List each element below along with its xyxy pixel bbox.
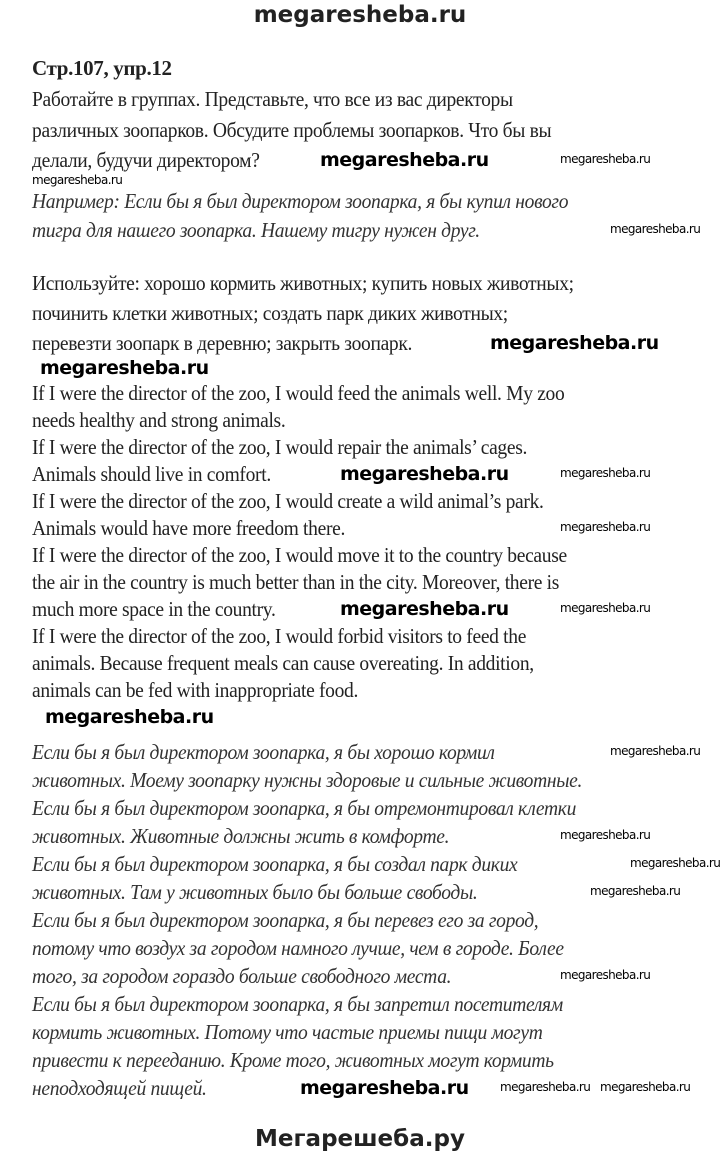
watermark: megaresheba.ru — [500, 1080, 591, 1094]
russian-answer-line: животных. Моему зоопарку нужны здоровые и сильные животные. — [32, 768, 583, 792]
watermark: megaresheba.ru — [560, 828, 651, 842]
english-answer-line: the air in the country is much better than in the city. Moreover, there is — [32, 570, 560, 594]
watermark: megaresheba.ru — [45, 706, 214, 728]
example-line: тигра для нашего зоопарка. Нашему тигру нужен друг. — [32, 218, 480, 242]
watermark: megaresheba.ru — [560, 152, 651, 166]
task-line: различных зоопарков. Обсудите проблемы зоопарков. Что бы вы — [32, 118, 552, 142]
watermark: megaresheba.ru — [340, 598, 509, 620]
watermark: megaresheba.ru — [320, 149, 489, 171]
use-line: перевезти зоопарк в деревню; закрыть зоопарк. — [32, 331, 413, 355]
watermark: megaresheba.ru — [40, 357, 209, 379]
task-line: Работайте в группах. Представьте, что все из вас директоры — [32, 87, 513, 111]
watermark: megaresheba.ru — [560, 520, 651, 534]
russian-answer-line: Если бы я был директором зоопарка, я бы запретил посетителям — [32, 992, 563, 1016]
watermark: megaresheba.ru — [340, 463, 509, 485]
english-answer-line: If I were the director of the zoo, I would forbid visitors to feed the — [32, 624, 527, 648]
russian-answer-line: Если бы я был директором зоопарка, я бы перевез его за город, — [32, 908, 539, 932]
english-answer-line: much more space in the country. — [32, 597, 276, 621]
watermark: megaresheba.ru — [630, 856, 720, 870]
watermark: megaresheba.ru — [610, 222, 701, 236]
task-line: делали, будучи директором? — [32, 148, 260, 172]
russian-answer-line: того, за городом гораздо больше свободного места. — [32, 964, 452, 988]
english-answer-line: animals. Because frequent meals can cause overeating. In addition, — [32, 651, 534, 675]
english-answer-line: If I were the director of the zoo, I would feed the animals well. My zoo — [32, 381, 565, 405]
watermark: megaresheba.ru — [32, 173, 123, 187]
use-line: Используйте: хорошо кормить животных; купить новых животных; — [32, 271, 574, 295]
use-line: починить клетки животных; создать парк диких животных; — [32, 301, 508, 325]
english-answer-line: animals can be fed with inappropriate food. — [32, 678, 359, 702]
site-footer: Мегарешеба.ру — [255, 1126, 465, 1152]
english-answer-line: If I were the director of the zoo, I would move it to the country because — [32, 543, 567, 567]
russian-answer-line: Если бы я был директором зоопарка, я бы отремонтировал клетки — [32, 796, 577, 820]
watermark: megaresheba.ru — [560, 968, 651, 982]
russian-answer-line: животных. Животные должны жить в комфорте. — [32, 824, 450, 848]
russian-answer-line: потому что воздух за городом намного лучше, чем в городе. Более — [32, 936, 564, 960]
watermark: megaresheba.ru — [590, 884, 681, 898]
watermark: megaresheba.ru — [600, 1080, 691, 1094]
russian-answer-line: кормить животных. Потому что частые приемы пищи могут — [32, 1020, 543, 1044]
example-line: Например: Если бы я был директором зоопарка, я бы купил нового — [32, 189, 569, 213]
russian-answer-line: неподходящей пищей. — [32, 1076, 207, 1100]
russian-answer-line: животных. Там у животных было бы больше свободы. — [32, 880, 478, 904]
watermark: megaresheba.ru — [490, 332, 659, 354]
english-answer-line: If I were the director of the zoo, I would create a wild animal’s park. — [32, 489, 544, 513]
exercise-title: Стр.107, упр.12 — [32, 56, 172, 80]
russian-answer-line: Если бы я был директором зоопарка, я бы хорошо кормил — [32, 740, 495, 764]
english-answer-line: Animals would have more freedom there. — [32, 516, 346, 540]
english-answer-line: Animals should live in comfort. — [32, 462, 271, 486]
watermark: megaresheba.ru — [300, 1077, 469, 1099]
watermark: megaresheba.ru — [560, 466, 651, 480]
russian-answer-line: Если бы я был директором зоопарка, я бы создал парк диких — [32, 852, 518, 876]
russian-answer-line: привести к перееданию. Кроме того, животных могут кормить — [32, 1048, 554, 1072]
watermark: megaresheba.ru — [610, 744, 701, 758]
english-answer-line: If I were the director of the zoo, I would repair the animals’ cages. — [32, 435, 528, 459]
site-header: megaresheba.ru — [253, 2, 467, 28]
watermark: megaresheba.ru — [560, 601, 651, 615]
english-answer-line: needs healthy and strong animals. — [32, 408, 286, 432]
